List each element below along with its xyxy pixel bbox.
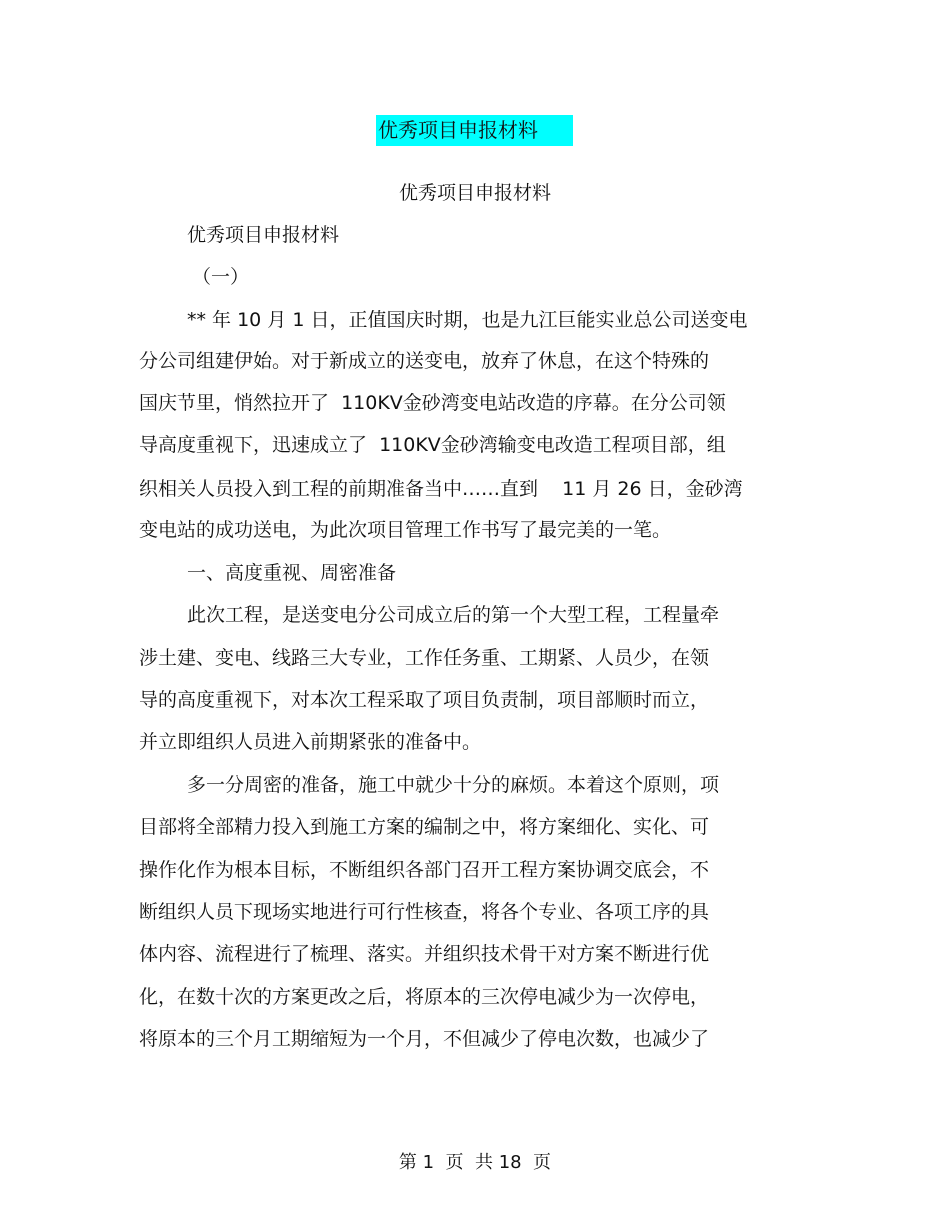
text-line: 断组织人员下现场实地进行可行性核查，将各个专业、各项工序的具 xyxy=(139,901,710,923)
text-line: 操作化作为根本目标，不断组织各部门召开工程方案协调交底会，不 xyxy=(139,859,710,881)
text-line: 目部将全部精力投入到施工方案的编制之中，将方案细化、实化、可 xyxy=(139,816,710,838)
section-heading: 一、高度重视、周密准备 xyxy=(187,562,397,584)
text-line: 变电站的成功送电，为此次项目管理工作书写了最完美的一笔。 xyxy=(139,519,672,541)
text-line: 织相关人员投入到工程的前期准备当中……直到 11 月 26 日，金砂湾 xyxy=(139,478,743,500)
document-subtitle: 优秀项目申报材料 xyxy=(398,182,551,204)
text-line: 国庆节里，悄然拉开了 110KV金砂湾变电站改造的序幕。在分公司领 xyxy=(139,392,726,414)
text-line: 分公司组建伊始。对于新成立的送变电，放弃了休息，在这个特殊的 xyxy=(139,350,710,372)
page-number-footer: 第 1 页 共 18 页 xyxy=(398,1152,552,1173)
text-line: 体内容、流程进行了梳理、落实。并组织技术骨干对方案不断进行优 xyxy=(139,943,710,965)
text-line-heading: 优秀项目申报材料 xyxy=(187,224,340,246)
text-line: 此次工程，是送变电分公司成立后的第一个大型工程，工程量牵 xyxy=(187,604,720,626)
text-line: 导的高度重视下，对本次工程采取了项目负责制，项目部顺时而立， xyxy=(139,689,710,711)
text-line: 化，在数十次的方案更改之后，将原本的三次停电减少为一次停电， xyxy=(139,986,710,1008)
text-line: 导高度重视下，迅速成立了 110KV金砂湾输变电改造工程项目部，组 xyxy=(139,434,726,456)
text-line: ** 年 10 月 1 日，正值国庆时期，也是九江巨能实业总公司送变电 xyxy=(187,309,748,331)
text-line: 多一分周密的准备，施工中就少十分的麻烦。本着这个原则，项 xyxy=(187,774,720,796)
text-line: 并立即组织人员进入前期紧张的准备中。 xyxy=(139,731,482,753)
text-line: 将原本的三个月工期缩短为一个月，不但减少了停电次数，也减少了 xyxy=(139,1028,710,1050)
text-line-section-number: （一） xyxy=(192,266,250,288)
text-line: 涉土建、变电、线路三大专业，工作任务重、工期紧、人员少，在领 xyxy=(139,647,710,669)
highlighted-title: 优秀项目申报材料 xyxy=(376,115,573,146)
